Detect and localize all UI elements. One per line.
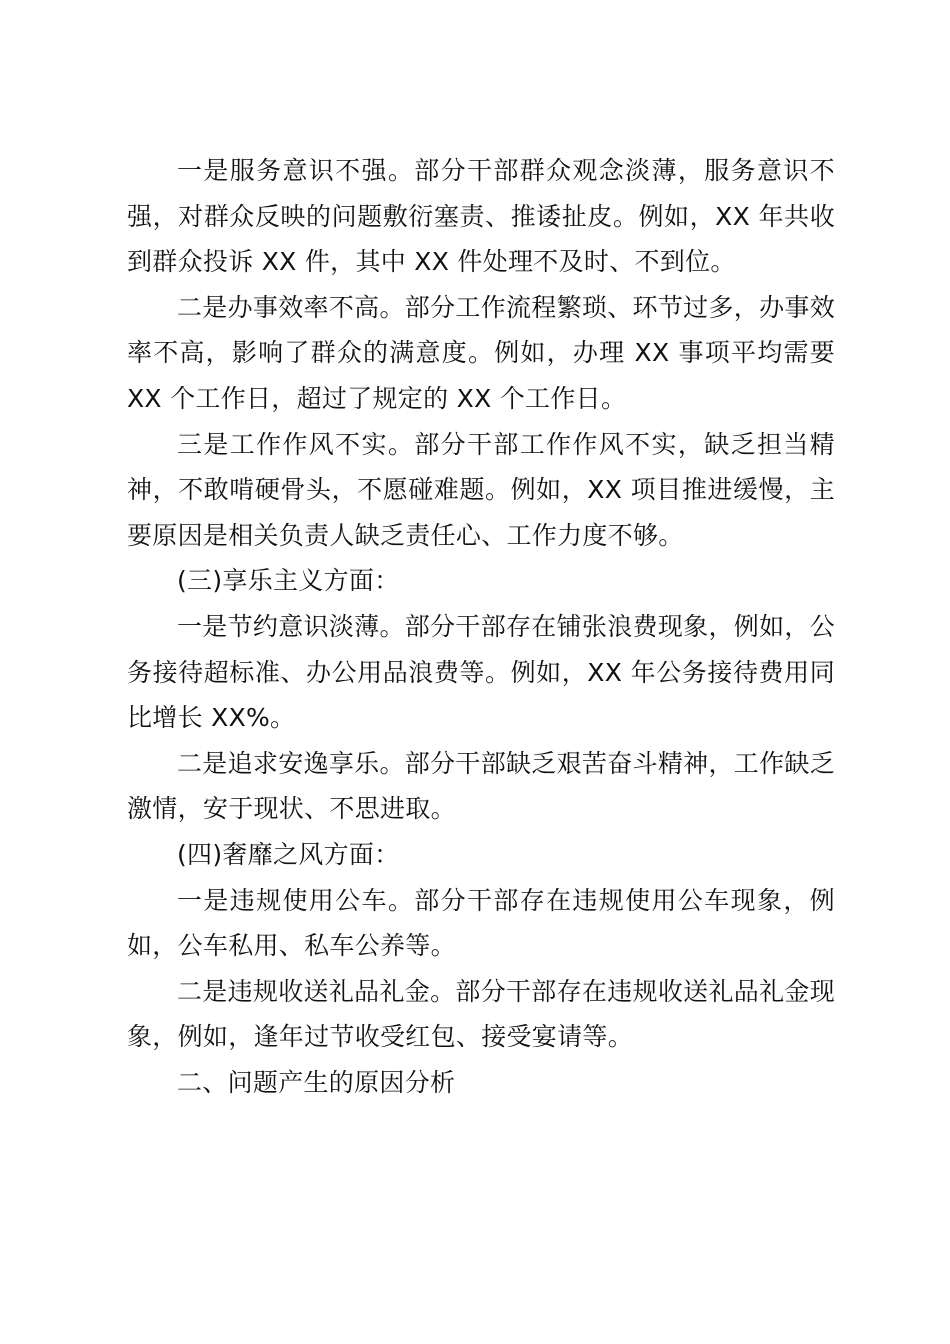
paragraph-efficiency: 二是办事效率不高。部分工作流程繁琐、环节过多，办事效率不高，影响了群众的满意度。例如，办理 XX 事项平均需要 XX 个工作日，超过了规定的 XX 个工作日。 [127, 292, 835, 413]
paragraph-frugality: 一是节约意识淡薄。部分干部存在铺张浪费现象，例如，公务接待超标准、办公用品浪费等。例如，XX 年公务接待费用同比增长 XX%。 [127, 611, 835, 733]
document-body [127, 148, 835, 1105]
paragraph-work-style: 三是工作作风不实。部分干部工作作风不实，缺乏担当精神，不敢啃硬骨头，不愿碰难题。例如，XX 项目推进缓慢，主要原因是相关负责人缺乏责任心、工作力度不够。 [127, 429, 835, 550]
paragraph-gifts: 二是违规收送礼品礼金。部分干部存在违规收送礼品礼金现象，例如，逢年过节收受红包、接受宴请等。 [127, 976, 835, 1052]
section-heading-extravagance: (四)奢靡之风方面： [177, 839, 400, 869]
paragraph-service-awareness: 一是服务意识不强。部分干部群众观念淡薄，服务意识不强，对群众反映的问题敷衍塞责、推诿扯皮。例如，XX 年共收到群众投诉 XX 件，其中 XX 件处理不及时、不到位。 [127, 156, 835, 277]
paragraph-official-cars: 一是违规使用公车。部分干部存在违规使用公车现象，例如，公车私用、私车公养等。 [127, 885, 835, 961]
paragraph-comfort-seeking: 二是追求安逸享乐。部分干部缺乏艰苦奋斗精神，工作缺乏激情，安于现状、不思进取。 [127, 748, 835, 824]
section-heading-cause-analysis: 二、问题产生的原因分析 [177, 1067, 456, 1097]
section-heading-hedonism: (三)享乐主义方面： [177, 566, 400, 596]
